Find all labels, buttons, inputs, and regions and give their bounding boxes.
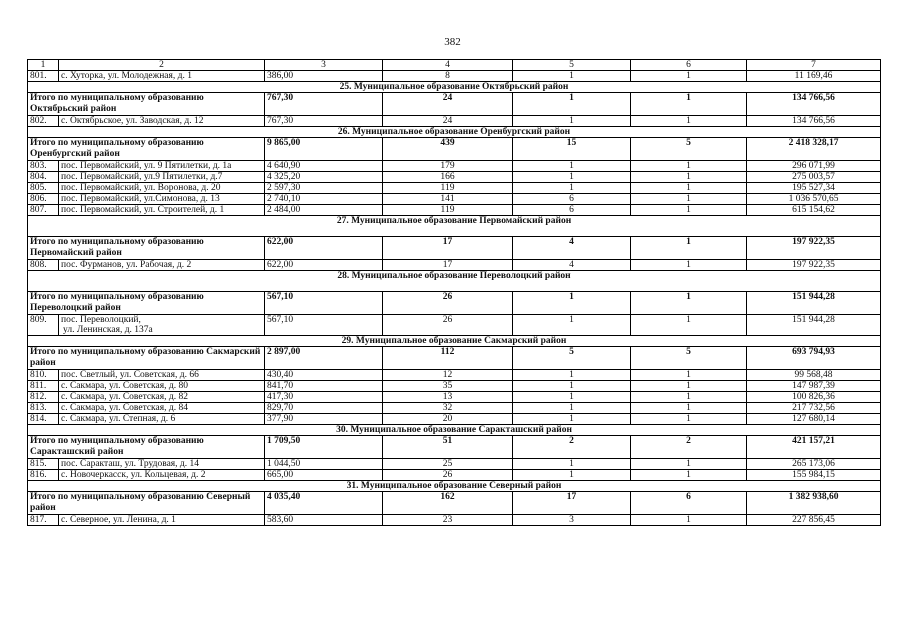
table-row <box>28 459 881 470</box>
row-col6: 1 <box>631 71 747 82</box>
table-row <box>28 205 881 216</box>
row-address: с. Хуторка, ул. Молодежная, д. 1 <box>59 71 265 82</box>
total-amount: 197 922,35 <box>747 237 881 260</box>
section-header-row <box>28 82 881 93</box>
section-header-row <box>28 336 881 347</box>
table-row <box>28 183 881 194</box>
row-col5: 1 <box>513 116 631 127</box>
row-col6: 1 <box>631 470 747 481</box>
row-area: 567,10 <box>265 315 383 336</box>
row-col4: 26 <box>383 315 513 336</box>
total-col4: 51 <box>383 436 513 459</box>
row-number: 804. <box>28 172 59 183</box>
row-col5: 1 <box>513 370 631 381</box>
row-area: 2 740,10 <box>265 194 383 205</box>
row-col4: 20 <box>383 414 513 425</box>
row-col4: 17 <box>383 260 513 271</box>
row-col6: 1 <box>631 183 747 194</box>
row-amount: 615 154,62 <box>747 205 881 216</box>
section-title: 31. Муниципальное образование Северный район <box>28 481 881 492</box>
row-number: 812. <box>28 392 59 403</box>
total-area: 622,00 <box>265 237 383 260</box>
total-label: Итого по муниципальному образованию Оренбургский район <box>28 138 265 161</box>
column-number: 6 <box>631 60 747 71</box>
total-col5: 2 <box>513 436 631 459</box>
table-row <box>28 370 881 381</box>
row-amount: 100 826,36 <box>747 392 881 403</box>
section-title: 25. Муниципальное образование Октябрьский район <box>28 82 881 93</box>
total-col6: 5 <box>631 347 747 370</box>
total-amount: 693 794,93 <box>747 347 881 370</box>
row-amount: 11 169,46 <box>747 71 881 82</box>
row-address: пос. Фурманов, ул. Рабочая, д. 2 <box>59 260 265 271</box>
row-number: 813. <box>28 403 59 414</box>
row-col5: 1 <box>513 392 631 403</box>
row-number: 811. <box>28 381 59 392</box>
row-col5: 1 <box>513 161 631 172</box>
row-number: 814. <box>28 414 59 425</box>
total-col4: 112 <box>383 347 513 370</box>
column-number: 3 <box>265 60 383 71</box>
column-number: 7 <box>747 60 881 71</box>
row-area: 377,90 <box>265 414 383 425</box>
section-title: 29. Муниципальное образование Сакмарский район <box>28 336 881 347</box>
page-number: 382 <box>444 36 461 48</box>
row-col6: 1 <box>631 370 747 381</box>
row-area: 4 640,90 <box>265 161 383 172</box>
row-col5: 1 <box>513 459 631 470</box>
total-label: Итого по муниципальному образованию Октябрьский район <box>28 93 265 116</box>
row-amount: 151 944,28 <box>747 315 881 336</box>
row-col5: 1 <box>513 414 631 425</box>
row-address-line: пос. Переволоцкий, <box>61 315 141 325</box>
table-row <box>28 315 881 336</box>
section-header-row <box>28 216 881 237</box>
column-number: 5 <box>513 60 631 71</box>
total-label: Итого по муниципальному образованию Саракташский район <box>28 436 265 459</box>
total-col5: 1 <box>513 93 631 116</box>
row-address <box>59 315 265 336</box>
row-area: 583,60 <box>265 515 383 526</box>
row-address: с. Сакмара, ул. Советская, д. 82 <box>59 392 265 403</box>
table-row <box>28 260 881 271</box>
row-col4: 24 <box>383 116 513 127</box>
row-number: 809. <box>28 315 59 336</box>
row-amount: 147 987,39 <box>747 381 881 392</box>
row-col6: 1 <box>631 381 747 392</box>
total-col5: 17 <box>513 492 631 515</box>
total-area: 9 865,00 <box>265 138 383 161</box>
row-col6: 1 <box>631 392 747 403</box>
row-col4: 32 <box>383 403 513 414</box>
row-number: 806. <box>28 194 59 205</box>
total-amount: 151 944,28 <box>747 292 881 315</box>
total-row <box>28 138 881 161</box>
row-area: 622,00 <box>265 260 383 271</box>
row-address: пос. Первомайский, ул.Симонова, д. 13 <box>59 194 265 205</box>
row-amount: 134 766,56 <box>747 116 881 127</box>
row-col5: 4 <box>513 260 631 271</box>
section-header-row <box>28 127 881 138</box>
row-amount: 99 568,48 <box>747 370 881 381</box>
register-table-body <box>28 60 881 526</box>
row-area: 4 325,20 <box>265 172 383 183</box>
total-col4: 162 <box>383 492 513 515</box>
row-col6: 1 <box>631 161 747 172</box>
total-row <box>28 347 881 370</box>
row-address: с. Новочеркасск, ул. Кольцевая, д. 2 <box>59 470 265 481</box>
row-area: 829,70 <box>265 403 383 414</box>
row-address-line: ул. Ленинская, д. 137а <box>63 325 153 335</box>
row-col4: 26 <box>383 470 513 481</box>
total-amount: 421 157,21 <box>747 436 881 459</box>
row-amount: 227 856,45 <box>747 515 881 526</box>
row-number: 805. <box>28 183 59 194</box>
row-col4: 119 <box>383 205 513 216</box>
total-col4: 439 <box>383 138 513 161</box>
row-col6: 1 <box>631 172 747 183</box>
row-amount: 197 922,35 <box>747 260 881 271</box>
row-address: пос. Первомайский, ул. 9 Пятилетки, д. 1а <box>59 161 265 172</box>
row-col6: 1 <box>631 459 747 470</box>
total-amount: 134 766,56 <box>747 93 881 116</box>
total-col6: 1 <box>631 292 747 315</box>
total-col6: 6 <box>631 492 747 515</box>
row-area: 1 044,50 <box>265 459 383 470</box>
row-col5: 1 <box>513 403 631 414</box>
total-label: Итого по муниципальному образованию Первомайский район <box>28 237 265 260</box>
row-address: пос. Светлый, ул. Советская, д. 66 <box>59 370 265 381</box>
row-col6: 1 <box>631 194 747 205</box>
section-header-row <box>28 425 881 436</box>
row-number: 801. <box>28 71 59 82</box>
total-col5: 4 <box>513 237 631 260</box>
row-col6: 1 <box>631 515 747 526</box>
row-col4: 166 <box>383 172 513 183</box>
row-col6: 1 <box>631 315 747 336</box>
table-row <box>28 381 881 392</box>
total-col4: 17 <box>383 237 513 260</box>
row-address: пос. Первомайский, ул. Воронова, д. 20 <box>59 183 265 194</box>
row-area: 2 597,30 <box>265 183 383 194</box>
section-title: 28. Муниципальное образование Переволоцкий район <box>28 271 881 292</box>
total-area: 2 897,00 <box>265 347 383 370</box>
total-label: Итого по муниципальному образованию Северный район <box>28 492 265 515</box>
row-col6: 1 <box>631 205 747 216</box>
row-address: пос. Саракташ, ул. Трудовая, д. 14 <box>59 459 265 470</box>
total-col6: 5 <box>631 138 747 161</box>
row-amount: 296 071,99 <box>747 161 881 172</box>
column-number-row <box>28 60 881 71</box>
row-number: 808. <box>28 260 59 271</box>
row-col4: 35 <box>383 381 513 392</box>
row-col5: 1 <box>513 470 631 481</box>
column-number: 4 <box>383 60 513 71</box>
table-row <box>28 172 881 183</box>
row-col6: 1 <box>631 116 747 127</box>
row-amount: 217 732,56 <box>747 403 881 414</box>
table-row <box>28 515 881 526</box>
row-col4: 8 <box>383 71 513 82</box>
row-amount: 1 036 570,65 <box>747 194 881 205</box>
row-col6: 1 <box>631 414 747 425</box>
row-area: 2 484,00 <box>265 205 383 216</box>
row-address: пос. Первомайский, ул. Строителей, д. 1 <box>59 205 265 216</box>
register-table <box>27 59 881 526</box>
row-amount: 127 680,14 <box>747 414 881 425</box>
row-address: с. Сакмара, ул. Советская, д. 80 <box>59 381 265 392</box>
total-col4: 26 <box>383 292 513 315</box>
row-area: 430,40 <box>265 370 383 381</box>
total-col6: 1 <box>631 93 747 116</box>
row-col4: 12 <box>383 370 513 381</box>
section-title: 30. Муниципальное образование Саракташский район <box>28 425 881 436</box>
total-area: 4 035,40 <box>265 492 383 515</box>
row-area: 386,00 <box>265 71 383 82</box>
table-row <box>28 194 881 205</box>
table-row <box>28 71 881 82</box>
table-row <box>28 470 881 481</box>
row-area: 417,30 <box>265 392 383 403</box>
row-col4: 13 <box>383 392 513 403</box>
row-number: 815. <box>28 459 59 470</box>
row-address: с. Октябрьское, ул. Заводская, д. 12 <box>59 116 265 127</box>
row-col5: 1 <box>513 183 631 194</box>
row-area: 665,00 <box>265 470 383 481</box>
row-number: 817. <box>28 515 59 526</box>
row-area: 841,70 <box>265 381 383 392</box>
row-col4: 23 <box>383 515 513 526</box>
row-col6: 1 <box>631 260 747 271</box>
total-col4: 24 <box>383 93 513 116</box>
row-amount: 275 003,57 <box>747 172 881 183</box>
row-col5: 6 <box>513 194 631 205</box>
row-col5: 1 <box>513 381 631 392</box>
row-col5: 1 <box>513 71 631 82</box>
total-row <box>28 237 881 260</box>
total-area: 1 709,50 <box>265 436 383 459</box>
row-amount: 195 527,34 <box>747 183 881 194</box>
section-header-row <box>28 271 881 292</box>
total-amount: 2 418 328,17 <box>747 138 881 161</box>
table-row <box>28 161 881 172</box>
total-col6: 1 <box>631 237 747 260</box>
table-row <box>28 116 881 127</box>
row-number: 803. <box>28 161 59 172</box>
column-number: 2 <box>59 60 265 71</box>
table-row <box>28 392 881 403</box>
row-address: с. Северное, ул. Ленина, д. 1 <box>59 515 265 526</box>
row-col5: 6 <box>513 205 631 216</box>
total-label: Итого по муниципальному образованию Сакмарский район <box>28 347 265 370</box>
row-address: пос. Первомайский, ул.9 Пятилетки, д.7 <box>59 172 265 183</box>
total-col5: 5 <box>513 347 631 370</box>
row-col5: 1 <box>513 315 631 336</box>
row-address: с. Сакмара, ул. Советская, д. 84 <box>59 403 265 414</box>
total-label: Итого по муниципальному образованию Переволоцкий район <box>28 292 265 315</box>
row-area: 767,30 <box>265 116 383 127</box>
total-col6: 2 <box>631 436 747 459</box>
row-number: 807. <box>28 205 59 216</box>
row-amount: 155 984,15 <box>747 470 881 481</box>
row-number: 802. <box>28 116 59 127</box>
row-col4: 141 <box>383 194 513 205</box>
total-row <box>28 93 881 116</box>
section-title: 26. Муниципальное образование Оренбургский район <box>28 127 881 138</box>
column-number: 1 <box>28 60 59 71</box>
total-area: 767,30 <box>265 93 383 116</box>
total-area: 567,10 <box>265 292 383 315</box>
row-amount: 265 173,06 <box>747 459 881 470</box>
row-col5: 3 <box>513 515 631 526</box>
total-row <box>28 436 881 459</box>
row-col6: 1 <box>631 403 747 414</box>
row-number: 816. <box>28 470 59 481</box>
section-title: 27. Муниципальное образование Первомайский район <box>28 216 881 237</box>
total-row <box>28 492 881 515</box>
total-amount: 1 382 938,60 <box>747 492 881 515</box>
total-col5: 15 <box>513 138 631 161</box>
total-col5: 1 <box>513 292 631 315</box>
row-col5: 1 <box>513 172 631 183</box>
row-col4: 179 <box>383 161 513 172</box>
row-col4: 119 <box>383 183 513 194</box>
total-row <box>28 292 881 315</box>
section-header-row <box>28 481 881 492</box>
table-row <box>28 414 881 425</box>
row-col4: 25 <box>383 459 513 470</box>
row-address: с. Сакмара, ул. Степная, д. 6 <box>59 414 265 425</box>
row-number: 810. <box>28 370 59 381</box>
table-row <box>28 403 881 414</box>
